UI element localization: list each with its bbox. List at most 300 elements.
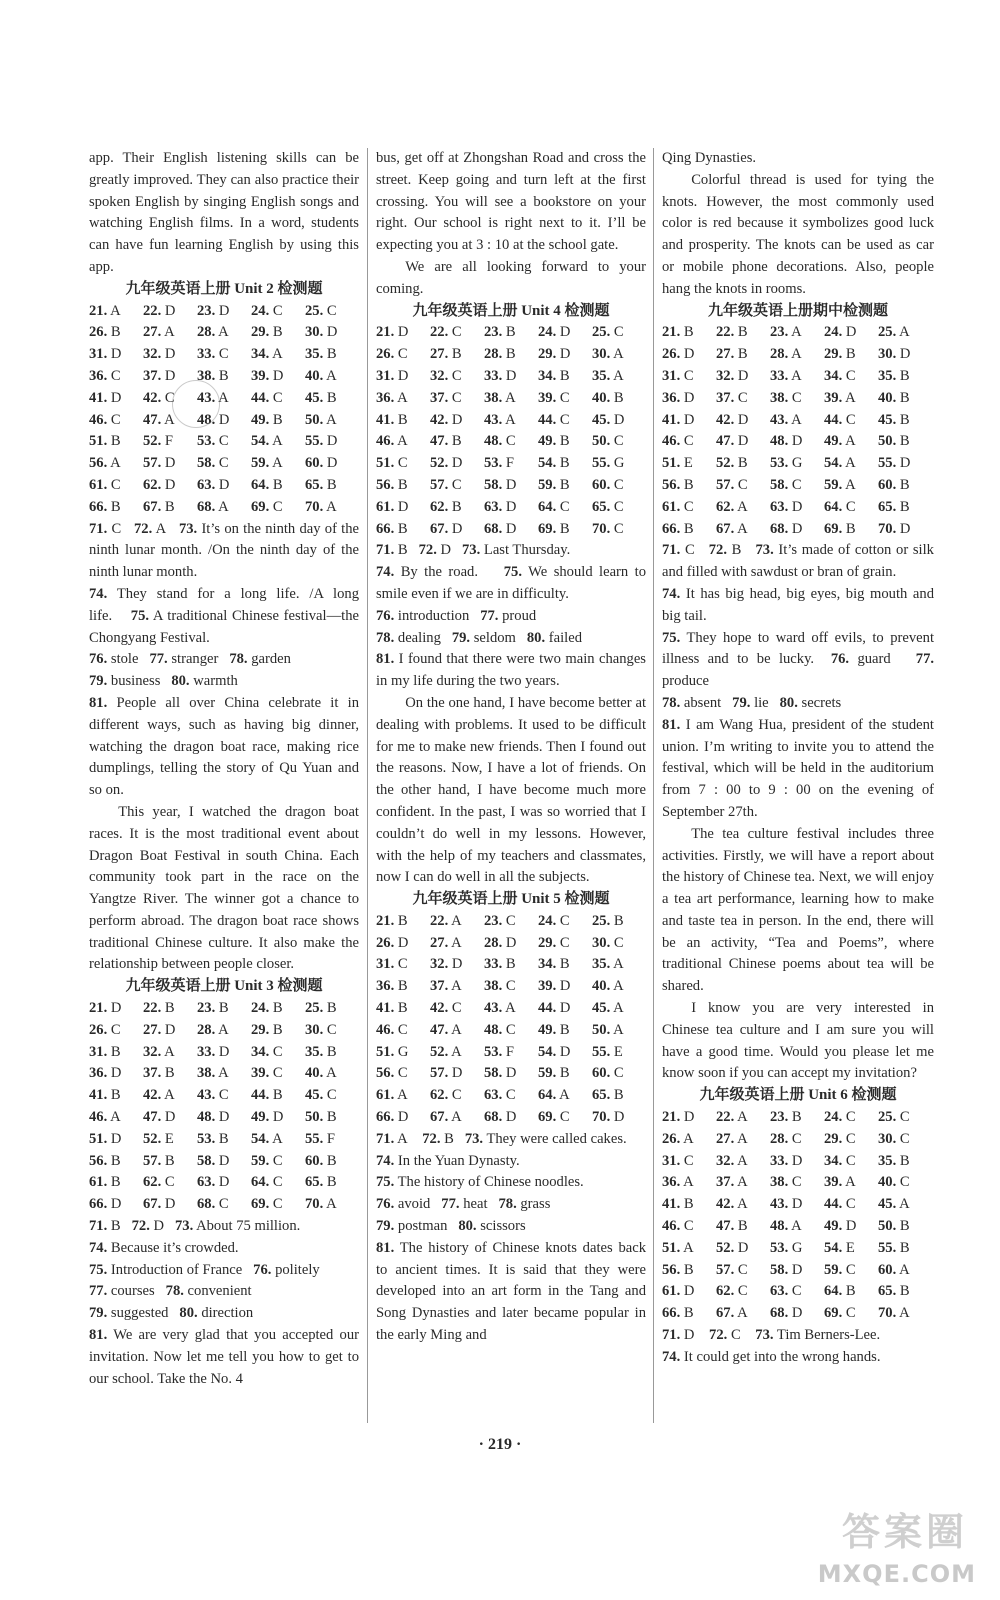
answer-cell: 36. C bbox=[89, 367, 121, 384]
answer-cell: 45. A bbox=[878, 1196, 910, 1213]
answer-cell: 50. B bbox=[878, 433, 910, 450]
answer-cell: 40. A bbox=[305, 1065, 337, 1082]
answer-cell: 52. E bbox=[143, 1130, 174, 1147]
answer-75: 75. The history of Chinese noodles. bbox=[376, 1174, 584, 1191]
answer-cell: 37. B bbox=[143, 1065, 175, 1082]
answer-cell: 36. A bbox=[662, 1174, 694, 1191]
answer-cell: 46. C bbox=[662, 433, 694, 450]
answer-cell: 29. B bbox=[824, 346, 856, 363]
answer-grid-unit2 bbox=[89, 301, 359, 519]
answer-cell: 61. D bbox=[376, 498, 409, 515]
answer-cell: 33. C bbox=[197, 346, 229, 363]
answer-cell: 44. C bbox=[824, 1196, 856, 1213]
answer-cell: 23. B bbox=[770, 1109, 802, 1126]
answer-cell: 28. C bbox=[770, 1130, 802, 1147]
answer-cell: 69. C bbox=[824, 1305, 856, 1322]
answer-row bbox=[662, 475, 934, 497]
answer-78-80: 78. dealing 79. seldom 80. failed bbox=[376, 629, 582, 646]
answer-row bbox=[89, 475, 359, 497]
answer-cell: 69. C bbox=[538, 1109, 570, 1126]
answer-71-73: 71. C 72. B 73. It’s made of cotton or silk and filled with sawdust or bran of grain. bbox=[662, 542, 934, 581]
answer-cell: 21. D bbox=[376, 324, 409, 341]
answer-cell: 33. D bbox=[197, 1043, 230, 1060]
answer-cell: 36. A bbox=[376, 389, 408, 406]
page-number: · 219 · bbox=[478, 1436, 522, 1453]
answer-cell: 47. D bbox=[716, 433, 749, 450]
answer-row bbox=[662, 453, 934, 475]
answer-cell: 27. B bbox=[430, 346, 462, 363]
answer-cell: 59. A bbox=[824, 476, 856, 493]
answer-cell: 60. C bbox=[592, 1065, 624, 1082]
answer-cell: 26. C bbox=[89, 1021, 121, 1038]
answer-cell: 70. A bbox=[305, 498, 337, 515]
answer-76-77: 76. introduction 77. proud bbox=[376, 607, 537, 624]
answer-row bbox=[662, 1172, 934, 1194]
answer-cell: 28. D bbox=[484, 934, 517, 951]
answer-cell: 63. D bbox=[197, 1174, 230, 1191]
answer-cell: 26. D bbox=[376, 934, 409, 951]
answer-cell: 22. B bbox=[716, 324, 748, 341]
answer-75-77: 75. They hope to ward off evils, to prevent illness and to be lucky. 76. guard 77. produce bbox=[662, 629, 935, 690]
answer-cell: 32. A bbox=[716, 1152, 748, 1169]
answer-cell: 41. B bbox=[376, 411, 408, 428]
answer-row bbox=[89, 1020, 359, 1042]
essay-paragraph: Colorful thread is used for tying the knots. However, the most commonly used color is red because it symbolizes good luck and prosperity. The knots can be used as car or mobile phone decorations. Also, people hang the knots in rooms. bbox=[662, 171, 934, 297]
section-title-unit5: 九年级英语上册 Unit 5 检测题 bbox=[412, 891, 610, 908]
answer-cell: 52. A bbox=[430, 1043, 462, 1060]
answer-cell: 51. C bbox=[376, 455, 408, 472]
answer-row bbox=[376, 998, 646, 1020]
answer-cell: 30. C bbox=[878, 1130, 910, 1147]
answer-cell: 42. D bbox=[716, 411, 749, 428]
answer-cell: 64. A bbox=[538, 1087, 570, 1104]
answer-row bbox=[376, 1107, 646, 1129]
answer-cell: 45. A bbox=[592, 1000, 624, 1017]
answer-71-73: 71. A 72. B 73. They were called cakes. bbox=[376, 1130, 627, 1147]
answer-cell: 43. A bbox=[484, 411, 516, 428]
answer-row bbox=[89, 388, 359, 410]
answer-cell: 34. C bbox=[251, 1043, 283, 1060]
answer-cell: 63. C bbox=[484, 1087, 516, 1104]
answer-74-75: 74. They stand for a long life. /A long life. 75. A traditional Chinese festival—the Chongyang Festival. bbox=[89, 585, 360, 646]
answer-cell: 46. C bbox=[376, 1021, 408, 1038]
answer-cell: 55. G bbox=[592, 455, 625, 472]
answer-74-75: 74. By the road. 75. We should learn to smile even if we are in difficulty. bbox=[376, 564, 646, 602]
answer-cell: 66. D bbox=[376, 1109, 409, 1126]
answer-cell: 67. A bbox=[716, 520, 748, 537]
answer-cell: 38. C bbox=[770, 389, 802, 406]
section-title-unit3: 九年级英语上册 Unit 3 检测题 bbox=[125, 978, 323, 995]
answer-cell: 65. B bbox=[592, 1087, 624, 1104]
answer-cell: 25. B bbox=[305, 1000, 337, 1017]
answer-cell: 32. D bbox=[143, 346, 176, 363]
answer-cell: 50. B bbox=[878, 1218, 910, 1235]
answer-cell: 41. B bbox=[89, 1087, 121, 1104]
answer-cell: 62. A bbox=[716, 498, 748, 515]
answer-79-80: 79. suggested 80. direction bbox=[89, 1305, 254, 1322]
answer-row bbox=[376, 431, 646, 453]
answer-cell: 55. F bbox=[305, 1130, 336, 1147]
answer-grid-unit4 bbox=[376, 322, 646, 540]
answer-row bbox=[376, 388, 646, 410]
answer-cell: 58. D bbox=[484, 476, 517, 493]
answer-cell: 54. D bbox=[538, 1043, 571, 1060]
answer-81-paragraph: The tea culture festival includes three activities. Firstly, we will have a report about the history of Chinese tea. Next, we will enjoy a tea art performance, learning how to make and taste tea in person. In the end, there will be an activity, “Tea and Poems”, where traditional Chinese poems about tea will be shared. bbox=[662, 825, 934, 995]
answer-cell: 56. B bbox=[89, 1152, 121, 1169]
answer-cell: 68. D bbox=[484, 520, 517, 537]
answer-cell: 69. C bbox=[251, 498, 283, 515]
answer-cell: 27. A bbox=[143, 324, 175, 341]
answer-cell: 65. B bbox=[878, 498, 910, 515]
answer-75-76: 75. Introduction of France 76. politely bbox=[89, 1261, 320, 1278]
answer-cell: 33. B bbox=[484, 956, 516, 973]
answer-71-73: 71. B 72. D 73. Last Thursday. bbox=[376, 542, 571, 559]
answer-cell: 58. D bbox=[770, 1261, 803, 1278]
answer-cell: 39. D bbox=[251, 367, 284, 384]
answer-row bbox=[376, 344, 646, 366]
answer-cell: 26. D bbox=[662, 346, 695, 363]
answer-cell: 39. A bbox=[824, 389, 856, 406]
answer-row bbox=[89, 1172, 359, 1194]
answer-cell: 60. B bbox=[305, 1152, 337, 1169]
answer-row bbox=[662, 1238, 934, 1260]
answer-cell: 37. C bbox=[716, 389, 748, 406]
answer-row bbox=[662, 410, 934, 432]
answer-row bbox=[376, 1063, 646, 1085]
column-divider bbox=[653, 148, 654, 1423]
answer-grid-unit3 bbox=[89, 998, 359, 1216]
answer-cell: 51. D bbox=[89, 1130, 122, 1147]
answer-cell: 27. A bbox=[716, 1130, 748, 1147]
answer-row bbox=[662, 431, 934, 453]
answer-cell: 63. D bbox=[197, 476, 230, 493]
answer-cell: 22. D bbox=[143, 302, 176, 319]
answer-cell: 50. A bbox=[305, 411, 337, 428]
answer-cell: 38. A bbox=[484, 389, 516, 406]
answer-row bbox=[376, 322, 646, 344]
answer-cell: 40. B bbox=[592, 389, 624, 406]
answer-cell: 40. A bbox=[592, 978, 624, 995]
answer-row bbox=[376, 453, 646, 475]
answer-cell: 52. D bbox=[430, 455, 463, 472]
answer-row bbox=[376, 366, 646, 388]
answer-cell: 23. D bbox=[197, 302, 230, 319]
answer-cell: 21. B bbox=[662, 324, 694, 341]
answer-cell: 24. B bbox=[251, 1000, 283, 1017]
answer-cell: 53. B bbox=[197, 1130, 229, 1147]
answer-row bbox=[662, 388, 934, 410]
answer-cell: 48. C bbox=[484, 433, 516, 450]
answer-cell: 54. A bbox=[251, 1130, 283, 1147]
answer-row bbox=[376, 933, 646, 955]
answer-cell: 29. B bbox=[251, 324, 283, 341]
column-3 bbox=[662, 148, 934, 1369]
answer-row bbox=[89, 1129, 359, 1151]
answer-cell: 21. D bbox=[662, 1109, 695, 1126]
answer-cell: 23. A bbox=[770, 324, 802, 341]
answer-row bbox=[662, 322, 934, 344]
answer-cell: 43. A bbox=[770, 411, 802, 428]
answer-81: 81. I found that there were two main changes in my life during the two years. bbox=[376, 651, 646, 690]
answer-cell: 65. C bbox=[592, 498, 624, 515]
answer-81-paragraph: On the one hand, I have become better at dealing with problems. It used to be difficult for me to make new friends. Then I found out the reasons. Now, I have a lot of friends. On the other hand, I have become much more confident. In the past, I was so worried that I couldn’t do well in my lessons. However, with the help of my teachers and classmates, now I can do well in all the subjects. bbox=[376, 694, 646, 886]
answer-cell: 66. D bbox=[89, 1196, 122, 1213]
answer-row bbox=[89, 1063, 359, 1085]
answer-cell: 65. B bbox=[305, 1174, 337, 1191]
answer-cell: 36. B bbox=[376, 978, 408, 995]
answer-cell: 35. A bbox=[592, 956, 624, 973]
answer-row bbox=[662, 519, 934, 541]
answer-cell: 60. D bbox=[305, 455, 338, 472]
answer-cell: 46. A bbox=[376, 433, 408, 450]
answer-cell: 22. A bbox=[716, 1109, 748, 1126]
answer-row bbox=[376, 497, 646, 519]
answer-cell: 29. D bbox=[538, 346, 571, 363]
answer-cell: 48. C bbox=[484, 1021, 516, 1038]
answer-cell: 21. A bbox=[89, 302, 121, 319]
answer-cell: 65. B bbox=[878, 1283, 910, 1300]
answer-cell: 69. C bbox=[251, 1196, 283, 1213]
answer-row bbox=[662, 1216, 934, 1238]
answer-row bbox=[89, 1194, 359, 1216]
answer-cell: 22. C bbox=[430, 324, 462, 341]
answer-row bbox=[662, 344, 934, 366]
answer-cell: 70. D bbox=[878, 520, 911, 537]
answer-cell: 35. B bbox=[305, 346, 337, 363]
answer-cell: 64. B bbox=[824, 1283, 856, 1300]
answer-cell: 46. A bbox=[89, 1109, 121, 1126]
answer-cell: 51. A bbox=[662, 1239, 694, 1256]
answer-81: 81. We are very glad that you accepted our invitation. Now let me tell you how to get to our school. Take the No. 4 bbox=[89, 1327, 359, 1387]
answer-cell: 30. C bbox=[592, 934, 624, 951]
answer-cell: 32. D bbox=[430, 956, 463, 973]
answer-row bbox=[662, 1151, 934, 1173]
answer-cell: 34. B bbox=[538, 956, 570, 973]
answer-cell: 68. D bbox=[770, 520, 803, 537]
answer-row bbox=[89, 1107, 359, 1129]
answer-cell: 31. D bbox=[376, 367, 409, 384]
answer-cell: 67. B bbox=[143, 498, 175, 515]
answer-cell: 23. B bbox=[484, 324, 516, 341]
answer-cell: 68. D bbox=[484, 1109, 517, 1126]
answer-cell: 67. A bbox=[430, 1109, 462, 1126]
answer-cell: 25. C bbox=[878, 1109, 910, 1126]
answer-cell: 43. A bbox=[197, 389, 229, 406]
answer-74: 74. In the Yuan Dynasty. bbox=[376, 1152, 520, 1169]
answer-cell: 39. C bbox=[538, 389, 570, 406]
answer-cell: 61. C bbox=[662, 498, 694, 515]
answer-cell: 34. B bbox=[538, 367, 570, 384]
answer-row bbox=[662, 366, 934, 388]
answer-cell: 57. D bbox=[430, 1065, 463, 1082]
answer-row bbox=[376, 1042, 646, 1064]
answer-cell: 64. B bbox=[251, 476, 283, 493]
answer-cell: 48. A bbox=[770, 1218, 802, 1235]
answer-cell: 49. A bbox=[824, 433, 856, 450]
answer-cell: 67. D bbox=[143, 1196, 176, 1213]
letter-closing: We are all looking forward to your coming. bbox=[376, 258, 646, 297]
answer-cell: 25. C bbox=[305, 302, 337, 319]
answer-cell: 54. A bbox=[824, 455, 856, 472]
answer-cell: 30. C bbox=[305, 1021, 337, 1038]
answer-cell: 31. B bbox=[89, 1043, 121, 1060]
answer-cell: 30. A bbox=[592, 346, 624, 363]
ink-stamp-mark bbox=[172, 380, 220, 428]
answer-76-78: 76. avoid 77. heat 78. grass bbox=[376, 1196, 551, 1213]
answer-cell: 22. B bbox=[143, 1000, 175, 1017]
answer-cell: 48. D bbox=[770, 433, 803, 450]
answer-cell: 27. D bbox=[143, 1021, 176, 1038]
answer-cell: 70. A bbox=[878, 1305, 910, 1322]
answer-cell: 38. A bbox=[197, 1065, 229, 1082]
answer-cell: 24. D bbox=[824, 324, 857, 341]
answer-cell: 47. A bbox=[430, 1021, 462, 1038]
answer-cell: 40. A bbox=[305, 367, 337, 384]
answer-cell: 42. A bbox=[143, 1087, 175, 1104]
answer-cell: 49. B bbox=[538, 433, 570, 450]
answer-79-80: 79. postman 80. scissors bbox=[376, 1218, 526, 1235]
answer-cell: 57. C bbox=[430, 476, 462, 493]
letter-continuation: bus, get off at Zhongshan Road and cross the street. Keep going and turn left at the first crossing. You will see a bookstore on your right. Our school is right next to it. I’ll be expecting you at 3 : 10 at the school gate. bbox=[376, 150, 646, 254]
answer-row bbox=[89, 453, 359, 475]
answer-cell: 51. E bbox=[662, 455, 693, 472]
answer-cell: 59. C bbox=[251, 1152, 283, 1169]
answer-cell: 36. D bbox=[662, 389, 695, 406]
answer-cell: 34. A bbox=[251, 346, 283, 363]
answer-cell: 26. A bbox=[662, 1130, 694, 1147]
answer-cell: 26. B bbox=[89, 324, 121, 341]
answer-cell: 37. A bbox=[716, 1174, 748, 1191]
answer-cell: 57. C bbox=[716, 476, 748, 493]
answer-cell: 66. B bbox=[89, 498, 121, 515]
answer-cell: 43. A bbox=[484, 1000, 516, 1017]
answer-71-73: 71. C 72. A 73. It’s on the ninth day of the ninth lunar month. /On the ninth day of the ninth lunar month. bbox=[89, 520, 360, 581]
answer-cell: 49. B bbox=[251, 411, 283, 428]
answer-cell: 60. A bbox=[878, 1261, 910, 1278]
answer-row bbox=[89, 998, 359, 1020]
answer-cell: 55. B bbox=[878, 1239, 910, 1256]
answer-row bbox=[89, 1085, 359, 1107]
answer-row bbox=[662, 497, 934, 519]
answer-cell: 39. C bbox=[251, 1065, 283, 1082]
answer-81: 81. I am Wang Hua, president of the student union. I’m writing to invite you to attend the festival, which will be held in the auditorium from 7 : 00 to 9 : 00 on the evening of September 27th. bbox=[662, 716, 934, 820]
answer-cell: 65. B bbox=[305, 476, 337, 493]
answer-cell: 56. A bbox=[89, 455, 121, 472]
answer-cell: 57. B bbox=[143, 1152, 175, 1169]
answer-row bbox=[662, 1107, 934, 1129]
answer-71-73: 71. B 72. D 73. About 75 million. bbox=[89, 1218, 301, 1235]
answer-row bbox=[662, 1194, 934, 1216]
answer-cell: 48. D bbox=[197, 411, 230, 428]
answer-cell: 54. E bbox=[824, 1239, 855, 1256]
answer-cell: 63. D bbox=[484, 498, 517, 515]
answer-cell: 55. D bbox=[878, 455, 911, 472]
answer-cell: 59. B bbox=[538, 1065, 570, 1082]
answer-cell: 37. A bbox=[430, 978, 462, 995]
answer-cell: 38. C bbox=[770, 1174, 802, 1191]
answer-cell: 56. B bbox=[662, 1261, 694, 1278]
answer-cell: 36. D bbox=[89, 1065, 122, 1082]
answer-row bbox=[376, 954, 646, 976]
site-watermark-logo bbox=[788, 1496, 988, 1596]
answer-row bbox=[662, 1303, 934, 1325]
answer-cell: 21. D bbox=[89, 1000, 122, 1017]
answer-cell: 60. C bbox=[592, 476, 624, 493]
watermark-top-text: 答案圈 bbox=[841, 1510, 968, 1554]
answer-cell: 58. C bbox=[197, 455, 229, 472]
answer-cell: 24. C bbox=[824, 1109, 856, 1126]
answer-cell: 66. B bbox=[376, 520, 408, 537]
answer-cell: 68. C bbox=[197, 1196, 229, 1213]
answer-cell: 51. B bbox=[89, 433, 121, 450]
answer-cell: 44. B bbox=[251, 1087, 283, 1104]
answer-cell: 29. C bbox=[538, 934, 570, 951]
answer-cell: 53. G bbox=[770, 455, 803, 472]
column-1 bbox=[89, 148, 359, 1390]
answer-cell: 31. C bbox=[662, 367, 694, 384]
answer-cell: 23. B bbox=[197, 1000, 229, 1017]
answer-cell: 35. A bbox=[592, 367, 624, 384]
answer-cell: 49. D bbox=[824, 1218, 857, 1235]
answer-cell: 25. B bbox=[592, 912, 624, 929]
answer-cell: 30. D bbox=[305, 324, 338, 341]
answer-cell: 58. D bbox=[197, 1152, 230, 1169]
answer-row bbox=[89, 497, 359, 519]
answer-row bbox=[89, 366, 359, 388]
answer-cell: 47. A bbox=[143, 411, 175, 428]
answer-cell: 29. B bbox=[251, 1021, 283, 1038]
answer-cell: 40. C bbox=[878, 1174, 910, 1191]
answer-cell: 34. C bbox=[824, 367, 856, 384]
answer-cell: 48. D bbox=[197, 1109, 230, 1126]
answer-cell: 31. C bbox=[376, 956, 408, 973]
watermark-url-text: MXQE.COM bbox=[817, 1560, 976, 1588]
answer-cell: 27. A bbox=[430, 934, 462, 951]
answer-cell: 31. D bbox=[89, 346, 122, 363]
answer-cell: 51. G bbox=[376, 1043, 409, 1060]
answer-row bbox=[89, 344, 359, 366]
answer-cell: 59. A bbox=[251, 455, 283, 472]
answer-cell: 53. G bbox=[770, 1239, 803, 1256]
answer-cell: 54. B bbox=[538, 455, 570, 472]
answer-cell: 61. A bbox=[376, 1087, 408, 1104]
answer-cell: 29. C bbox=[824, 1130, 856, 1147]
answer-cell: 24. D bbox=[538, 324, 571, 341]
answer-cell: 50. A bbox=[592, 1021, 624, 1038]
answer-cell: 61. C bbox=[89, 476, 121, 493]
answer-row bbox=[376, 1020, 646, 1042]
answer-cell: 24. C bbox=[251, 302, 283, 319]
section-title-unit4: 九年级英语上册 Unit 4 检测题 bbox=[412, 302, 610, 319]
answer-cell: 41. B bbox=[662, 1196, 694, 1213]
answer-cell: 56. C bbox=[376, 1065, 408, 1082]
column-2 bbox=[376, 148, 646, 1347]
answer-cell: 62. C bbox=[143, 1174, 175, 1191]
answer-cell: 47. B bbox=[716, 1218, 748, 1235]
answer-cell: 52. F bbox=[143, 433, 174, 450]
answer-cell: 44. C bbox=[251, 389, 283, 406]
answer-cell: 43. D bbox=[770, 1196, 803, 1213]
answer-cell: 34. C bbox=[824, 1152, 856, 1169]
answer-cell: 41. B bbox=[376, 1000, 408, 1017]
answer-74: 74. It could get into the wrong hands. bbox=[662, 1348, 881, 1365]
answer-cell: 37. D bbox=[143, 367, 176, 384]
answer-cell: 28. A bbox=[770, 346, 802, 363]
answer-cell: 69. B bbox=[824, 520, 856, 537]
answer-cell: 52. B bbox=[716, 455, 748, 472]
answer-cell: 56. B bbox=[376, 476, 408, 493]
answer-cell: 28. B bbox=[484, 346, 516, 363]
